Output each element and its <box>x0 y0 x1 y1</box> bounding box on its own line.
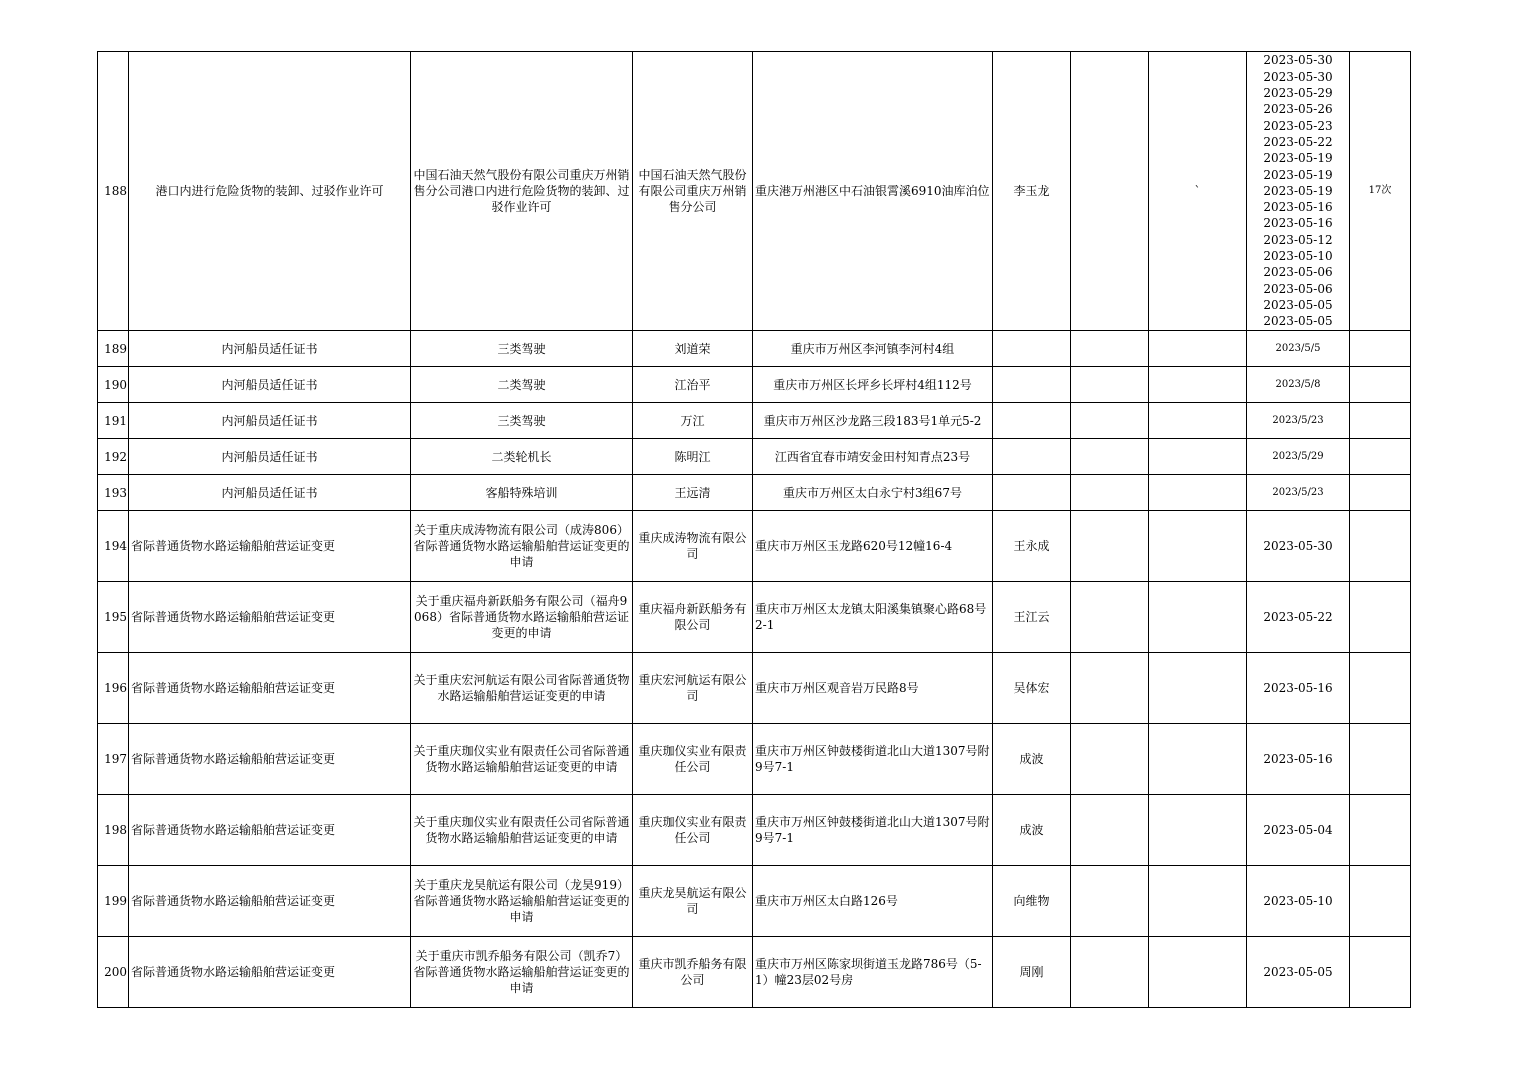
item-name: 省际普通货物水路运输船舶营运证变更 <box>129 511 411 582</box>
date-line: 2023-05-06 <box>1263 265 1333 280</box>
item-content: 关于重庆宏河航运有限公司省际普通货物水路运输船舶营运证变更的申请 <box>411 653 633 724</box>
count-cell <box>1350 367 1411 403</box>
date-line: 2023-05-19 <box>1263 151 1333 166</box>
address: 重庆港万州港区中石油银霄溪6910油库泊位 <box>753 52 993 331</box>
item-name: 省际普通货物水路运输船舶营运证变更 <box>129 724 411 795</box>
records-table <box>97 51 1411 1008</box>
address: 重庆市万州区长坪乡长坪村4组112号 <box>753 367 993 403</box>
person: 成波 <box>993 795 1071 866</box>
count-cell <box>1350 795 1411 866</box>
date-line: 2023-05-26 <box>1263 102 1333 117</box>
date-cell: 2023-05-05 <box>1247 937 1350 1008</box>
person: 向维物 <box>993 866 1071 937</box>
date-line: 2023-05-30 <box>1263 53 1333 68</box>
table-row <box>98 582 1411 653</box>
count-cell <box>1350 403 1411 439</box>
item-content: 关于重庆市凯乔船务有限公司（凯乔7）省际普通货物水路运输船舶营运证变更的申请 <box>411 937 633 1008</box>
applicant: 中国石油天然气股份有限公司重庆万州销售分公司 <box>633 52 753 331</box>
address: 重庆市万州区沙龙路三段183号1单元5-2 <box>753 403 993 439</box>
blank-cell <box>1071 511 1149 582</box>
mark-cell <box>1149 475 1247 511</box>
item-name: 省际普通货物水路运输船舶营运证变更 <box>129 795 411 866</box>
table-row <box>98 866 1411 937</box>
date-line: 2023-05-16 <box>1263 216 1333 231</box>
applicant: 重庆珈仪实业有限责任公司 <box>633 724 753 795</box>
applicant: 重庆成涛物流有限公司 <box>633 511 753 582</box>
item-name: 省际普通货物水路运输船舶营运证变更 <box>129 937 411 1008</box>
person <box>993 475 1071 511</box>
blank-cell <box>1071 331 1149 367</box>
address: 重庆市万州区观音岩万民路8号 <box>753 653 993 724</box>
item-content: 关于重庆珈仪实业有限责任公司省际普通货物水路运输船舶营运证变更的申请 <box>411 724 633 795</box>
count-cell <box>1350 439 1411 475</box>
item-content: 关于重庆龙昊航运有限公司（龙昊919）省际普通货物水路运输船舶营运证变更的申请 <box>411 866 633 937</box>
row-number: 194 <box>98 511 129 582</box>
mark-cell <box>1149 937 1247 1008</box>
row-number: 197 <box>98 724 129 795</box>
item-name: 港口内进行危险货物的装卸、过驳作业许可 <box>129 52 411 331</box>
mark-cell <box>1149 331 1247 367</box>
item-content: 三类驾驶 <box>411 331 633 367</box>
count-cell <box>1350 511 1411 582</box>
date-cell: 2023/5/8 <box>1247 367 1350 403</box>
address: 重庆市万州区钟鼓楼街道北山大道1307号附9号7-1 <box>753 724 993 795</box>
item-content: 关于重庆珈仪实业有限责任公司省际普通货物水路运输船舶营运证变更的申请 <box>411 795 633 866</box>
applicant: 重庆福舟新跃船务有限公司 <box>633 582 753 653</box>
blank-cell <box>1071 795 1149 866</box>
date-cell: 2023/5/23 <box>1247 403 1350 439</box>
row-number: 189 <box>98 331 129 367</box>
row-number: 196 <box>98 653 129 724</box>
item-name: 内河船员适任证书 <box>129 439 411 475</box>
mark-cell <box>1149 724 1247 795</box>
date-line: 2023-05-22 <box>1263 134 1333 149</box>
date-cell: 2023/5/23 <box>1247 475 1350 511</box>
address: 江西省宜春市靖安金田村知青点23号 <box>753 439 993 475</box>
item-content: 二类轮机长 <box>411 439 633 475</box>
table-row <box>98 511 1411 582</box>
date-cell: 2023-05-22 <box>1247 582 1350 653</box>
mark-cell <box>1149 439 1247 475</box>
date-line: 2023-05-30 <box>1263 69 1333 84</box>
item-name: 省际普通货物水路运输船舶营运证变更 <box>129 582 411 653</box>
mark-cell <box>1149 795 1247 866</box>
mark-cell <box>1149 511 1247 582</box>
mark-cell <box>1149 403 1247 439</box>
mark-cell <box>1149 866 1247 937</box>
blank-cell <box>1071 724 1149 795</box>
person <box>993 439 1071 475</box>
person: 王永成 <box>993 511 1071 582</box>
blank-cell <box>1071 937 1149 1008</box>
count-cell <box>1350 653 1411 724</box>
item-name: 内河船员适任证书 <box>129 475 411 511</box>
count-cell: 17次 <box>1350 52 1411 331</box>
blank-cell <box>1071 367 1149 403</box>
row-number: 191 <box>98 403 129 439</box>
date-cell: 2023-05-10 <box>1247 866 1350 937</box>
address: 重庆市万州区李河镇李河村4组 <box>753 331 993 367</box>
item-name: 省际普通货物水路运输船舶营运证变更 <box>129 866 411 937</box>
applicant: 重庆宏河航运有限公司 <box>633 653 753 724</box>
person <box>993 403 1071 439</box>
date-line: 2023-05-19 <box>1263 167 1333 182</box>
blank-cell <box>1071 653 1149 724</box>
row-number: 192 <box>98 439 129 475</box>
mark-cell <box>1149 367 1247 403</box>
person: 吴体宏 <box>993 653 1071 724</box>
row-number: 188 <box>98 52 129 331</box>
address: 重庆市万州区太白路126号 <box>753 866 993 937</box>
address: 重庆市万州区钟鼓楼街道北山大道1307号附9号7-1 <box>753 795 993 866</box>
blank-cell <box>1071 582 1149 653</box>
count-cell <box>1350 937 1411 1008</box>
mark-cell: ` <box>1149 52 1247 331</box>
table-row <box>98 475 1411 511</box>
blank-cell <box>1071 403 1149 439</box>
date-line: 2023-05-19 <box>1263 183 1333 198</box>
table-row <box>98 367 1411 403</box>
mark-cell <box>1149 582 1247 653</box>
row-number: 193 <box>98 475 129 511</box>
address: 重庆市万州区太白永宁村3组67号 <box>753 475 993 511</box>
person <box>993 331 1071 367</box>
date-cell: 2023-05-16 <box>1247 653 1350 724</box>
person: 王江云 <box>993 582 1071 653</box>
applicant: 重庆龙昊航运有限公司 <box>633 866 753 937</box>
item-name: 内河船员适任证书 <box>129 403 411 439</box>
row-number: 200 <box>98 937 129 1008</box>
date-line: 2023-05-23 <box>1263 118 1333 133</box>
date-line: 2023-05-05 <box>1263 297 1333 312</box>
table-row <box>98 439 1411 475</box>
applicant: 重庆珈仪实业有限责任公司 <box>633 795 753 866</box>
date-cell: 2023/5/29 <box>1247 439 1350 475</box>
date-line: 2023-05-12 <box>1263 232 1333 247</box>
address: 重庆市万州区玉龙路620号12幢16-4 <box>753 511 993 582</box>
date-line: 2023-05-05 <box>1263 314 1333 329</box>
person: 周刚 <box>993 937 1071 1008</box>
item-content: 关于重庆福舟新跃船务有限公司（福舟9068）省际普通货物水路运输船舶营运证变更的申请 <box>411 582 633 653</box>
applicant: 刘道荣 <box>633 331 753 367</box>
row-number: 199 <box>98 866 129 937</box>
table-row <box>98 937 1411 1008</box>
row-number: 198 <box>98 795 129 866</box>
date-cell: 2023-05-16 <box>1247 724 1350 795</box>
row-number: 195 <box>98 582 129 653</box>
item-content: 中国石油天然气股份有限公司重庆万州销售分公司港口内进行危险货物的装卸、过驳作业许可 <box>411 52 633 331</box>
count-cell <box>1350 866 1411 937</box>
date-line: 2023-05-16 <box>1263 200 1333 215</box>
date-cell: 2023-05-04 <box>1247 795 1350 866</box>
table-row <box>98 52 1411 331</box>
address: 重庆市万州区陈家坝街道玉龙路786号（5-1）幢23层02号房 <box>753 937 993 1008</box>
row-number: 190 <box>98 367 129 403</box>
item-name: 内河船员适任证书 <box>129 367 411 403</box>
date-cell: 2023-05-30 <box>1247 511 1350 582</box>
applicant: 陈明江 <box>633 439 753 475</box>
blank-cell <box>1071 866 1149 937</box>
applicant: 重庆市凯乔船务有限公司 <box>633 937 753 1008</box>
blank-cell <box>1071 439 1149 475</box>
count-cell <box>1350 331 1411 367</box>
applicant: 江治平 <box>633 367 753 403</box>
mark-cell <box>1149 653 1247 724</box>
item-content: 三类驾驶 <box>411 403 633 439</box>
dates-cell <box>1247 52 1350 331</box>
item-name: 内河船员适任证书 <box>129 331 411 367</box>
blank-cell <box>1071 52 1149 331</box>
count-cell <box>1350 582 1411 653</box>
table-row <box>98 331 1411 367</box>
person: 成波 <box>993 724 1071 795</box>
table-row <box>98 724 1411 795</box>
applicant: 万江 <box>633 403 753 439</box>
applicant: 王远清 <box>633 475 753 511</box>
item-content: 二类驾驶 <box>411 367 633 403</box>
table-row <box>98 795 1411 866</box>
blank-cell <box>1071 475 1149 511</box>
date-line: 2023-05-29 <box>1263 86 1333 101</box>
person: 李玉龙 <box>993 52 1071 331</box>
item-name: 省际普通货物水路运输船舶营运证变更 <box>129 653 411 724</box>
item-content: 关于重庆成涛物流有限公司（成涛806）省际普通货物水路运输船舶营运证变更的申请 <box>411 511 633 582</box>
count-cell <box>1350 724 1411 795</box>
date-line: 2023-05-10 <box>1263 249 1333 264</box>
item-content: 客船特殊培训 <box>411 475 633 511</box>
person <box>993 367 1071 403</box>
address: 重庆市万州区太龙镇太阳溪集镇聚心路68号2-1 <box>753 582 993 653</box>
date-line: 2023-05-06 <box>1263 281 1333 296</box>
table-row <box>98 403 1411 439</box>
count-cell <box>1350 475 1411 511</box>
date-cell: 2023/5/5 <box>1247 331 1350 367</box>
table-row <box>98 653 1411 724</box>
